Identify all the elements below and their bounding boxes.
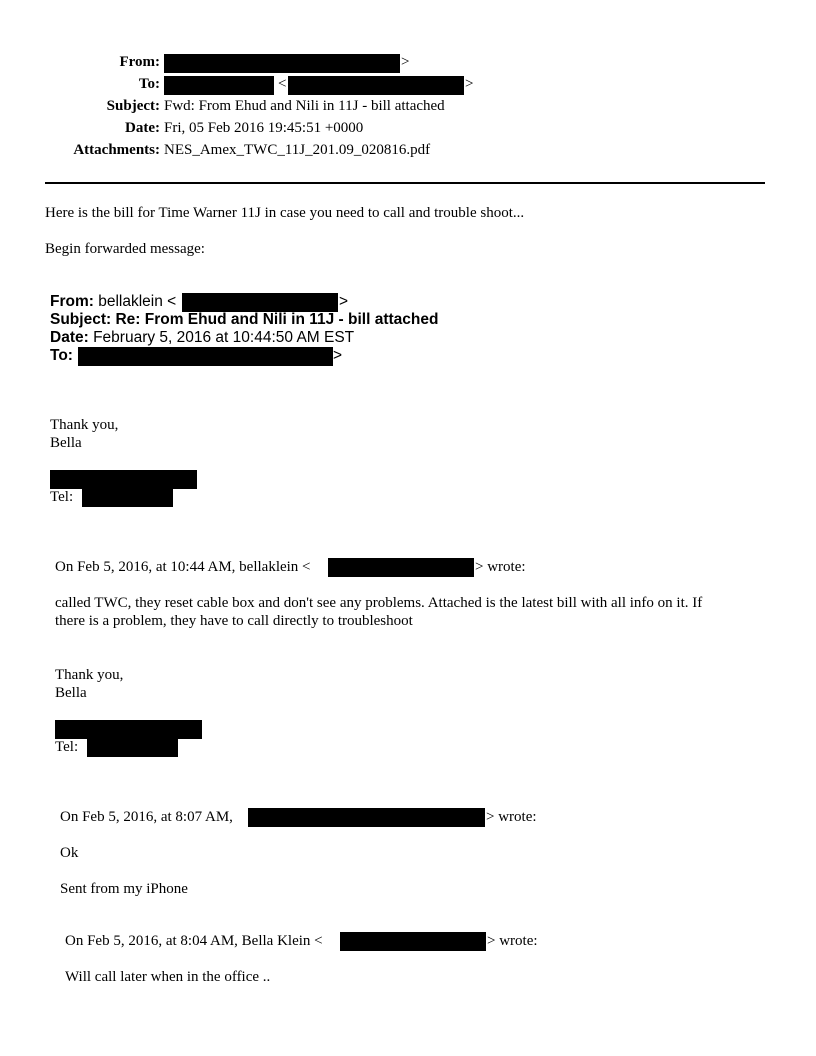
- quote3-text: Will call later when in the office ..: [65, 969, 271, 985]
- redacted-fwd-to: [78, 347, 333, 366]
- redacted-quote1-email: [328, 558, 474, 577]
- quote2-attribution-suffix: > wrote:: [486, 809, 537, 825]
- from-label: From:: [119, 54, 160, 70]
- fwd-from-line: [50, 293, 176, 311]
- attachment-filename[interactable]: NES_Amex_TWC_11J_201.09_020816.pdf: [164, 142, 431, 158]
- fwd-date-value: February 5, 2016 at 10:44:50 AM EST: [93, 329, 355, 346]
- date-label: Date:: [125, 120, 160, 136]
- quote1-tel-label: Tel:: [55, 739, 79, 755]
- header-divider: [45, 182, 765, 184]
- begin-forwarded-text: Begin forwarded message:: [45, 241, 205, 257]
- attachments-label: Attachments:: [73, 142, 160, 158]
- redacted-quote1-signature: [55, 720, 202, 739]
- redacted-reply1-signature: [50, 470, 197, 489]
- subject-value: Fwd: From Ehud and Nili in 11J - bill attached: [164, 98, 445, 114]
- fwd-subject-line: [50, 311, 438, 329]
- subject-label: Subject:: [106, 98, 160, 114]
- redacted-fwd-from-email: [182, 293, 338, 312]
- reply1-name: Bella: [50, 435, 82, 451]
- fwd-date-label: Date:: [50, 329, 89, 346]
- from-gt: >: [401, 54, 410, 70]
- fwd-to-label: To:: [50, 347, 73, 364]
- to-lt: <: [278, 76, 287, 92]
- intro-text: Here is the bill for Time Warner 11J in case you need to call and trouble shoot...: [45, 205, 525, 221]
- reply1-thanks: Thank you,: [50, 417, 119, 433]
- quote3-attribution-suffix: > wrote:: [487, 933, 538, 949]
- quote2-text: Ok: [60, 845, 79, 861]
- fwd-subject-label: Subject:: [50, 311, 112, 328]
- fwd-date-line: [50, 329, 354, 347]
- quote3-attribution-prefix: On Feb 5, 2016, at 8:04 AM, Bella Klein <: [65, 933, 323, 949]
- quote1-line1: called TWC, they reset cable box and don't see any problems. Attached is the latest bill with all info on it. If: [55, 595, 703, 611]
- to-label: To:: [138, 76, 160, 92]
- to-gt: >: [465, 76, 474, 92]
- quote2-signature: Sent from my iPhone: [60, 881, 188, 897]
- redacted-quote1-tel: [87, 738, 178, 757]
- quote1-attribution-suffix: > wrote:: [475, 559, 526, 575]
- redacted-reply1-tel: [82, 488, 173, 507]
- redacted-quote3-email: [340, 932, 486, 951]
- fwd-from-label: From:: [50, 293, 94, 310]
- fwd-to-line: [50, 347, 73, 365]
- redacted-quote2-sender: [248, 808, 485, 827]
- fwd-from-gt: >: [339, 293, 349, 310]
- fwd-to-gt: >: [333, 347, 343, 364]
- fwd-from-name: bellaklein <: [98, 293, 177, 310]
- quote1-attribution-prefix: On Feb 5, 2016, at 10:44 AM, bellaklein <: [55, 559, 311, 575]
- quote1-thanks: Thank you,: [55, 667, 124, 683]
- redacted-to-name: [164, 76, 274, 95]
- quote1-name: Bella: [55, 685, 87, 701]
- fwd-subject-value: Re: From Ehud and Nili in 11J - bill attached: [115, 311, 439, 328]
- date-value: Fri, 05 Feb 2016 19:45:51 +0000: [164, 120, 364, 136]
- quote1-line2: there is a problem, they have to call directly to troubleshoot: [55, 613, 413, 629]
- redacted-from: [164, 54, 400, 73]
- quote2-attribution-prefix: On Feb 5, 2016, at 8:07 AM,: [60, 809, 233, 825]
- reply1-tel-label: Tel:: [50, 489, 74, 505]
- redacted-to-email: [288, 76, 464, 95]
